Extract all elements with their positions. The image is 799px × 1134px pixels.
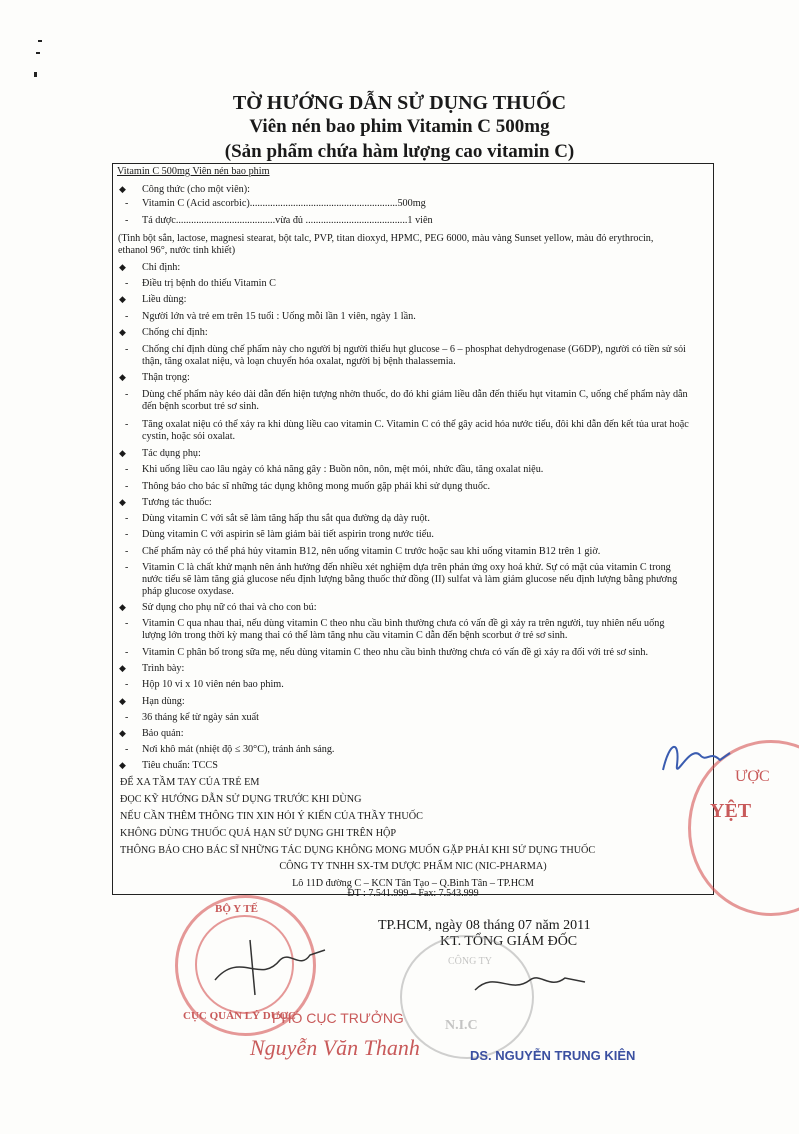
warning-line: NẾU CẦN THÊM THÔNG TIN XIN HỎI Ý KIẾN CỦA THẦY THUỐC [120, 811, 423, 822]
warning-line: ĐỂ XA TẦM TAY CỦA TRẺ EM [120, 777, 260, 788]
section-heading: Công thức (cho một viên): [142, 184, 250, 195]
dash-icon: - [125, 529, 129, 540]
dash-icon: - [125, 198, 129, 209]
deputy-title: PHÓ CỤC TRƯỞNG [272, 1010, 404, 1026]
bullet-icon: ◆ [119, 497, 126, 507]
bullet-icon: ◆ [119, 728, 126, 738]
dash-icon: - [125, 344, 129, 355]
box-label: Vitamin C 500mg Viên nén bao phim [117, 166, 270, 177]
interaction-line: Dùng vitamin C với aspirin sẽ làm giảm bài tiết aspirin trong nước tiểu. [142, 529, 434, 540]
section-heading: Liều dùng: [142, 294, 187, 305]
indication-line: Điều trị bệnh do thiếu Vitamin C [142, 278, 276, 289]
director-title: KT. TỔNG GIÁM ĐỐC [440, 934, 578, 949]
packaging-line: Hộp 10 vỉ x 10 viên nén bao phim. [142, 679, 284, 690]
stamp-text: YỆT [710, 800, 752, 822]
shelf-life-line: 36 tháng kể từ ngày sản xuất [142, 712, 259, 723]
caution-line: Tăng oxalat niệu có thể xảy ra khi dùng liều cao vitamin C. Vitamin C có thể gây acid hóa nước tiểu, đôi khi dẫn đến kết tủa urat hoặc [142, 419, 689, 430]
formula-line: Vitamin C (Acid ascorbic)..........................................................500mg [142, 198, 426, 209]
contra-line: thận, tăng oxalat niệu, và loạn chuyển hóa oxalat, người bị bệnh thalassemia. [142, 356, 456, 367]
dash-icon: - [125, 744, 129, 755]
product-subtitle: (Sản phẩm chứa hàm lượng cao vitamin C) [224, 141, 575, 162]
company-address: Lô 11D đường C – KCN Tân Tạo – Q.Bình Tân – TP.HCM [292, 878, 534, 889]
bullet-icon: ◆ [119, 448, 126, 458]
pregnancy-line: Vitamin C phân bố trong sữa mẹ, nếu dùng vitamin C theo nhu cầu bình thường chưa có vấn đề gì xảy ra đối với trẻ sơ sinh. [142, 647, 649, 658]
scan-mark [38, 40, 42, 42]
dash-icon: - [125, 419, 129, 430]
interaction-line: pháp glucose oxydase. [142, 586, 234, 597]
bullet-icon: ◆ [119, 184, 126, 194]
section-heading: Sử dụng cho phụ nữ có thai và cho con bú: [142, 602, 317, 613]
interaction-line: Dùng vitamin C với sắt sẽ làm tăng hấp thu sắt qua đường dạ dày ruột. [142, 513, 430, 524]
storage-line: Nơi khô mát (nhiệt độ ≤ 30°C), tránh ánh sáng. [142, 744, 335, 755]
dash-icon: - [125, 215, 129, 226]
pregnancy-line: lượng lớn trong thời kỳ mang thai có thể làm tăng nhu cầu vitamin C dẫn đến bệnh scorbut ở trẻ sơ sinh. [142, 630, 568, 641]
dash-icon: - [125, 278, 129, 289]
interaction-line: nước tiểu sẽ làm tăng giả glucose nếu định lượng bằng thuốc thử đồng (II) sulfat và làm giảm glucose nếu định lượng bằng phương [142, 574, 678, 585]
formula-note: ethanol 96°, nước tinh khiết) [118, 245, 236, 256]
scan-mark [36, 52, 40, 54]
stamp-text: N.I.C [445, 1018, 478, 1033]
bullet-icon: ◆ [119, 372, 126, 382]
bullet-icon: ◆ [119, 294, 126, 304]
document-title: TỜ HƯỚNG DẪN SỬ DỤNG THUỐC [232, 92, 567, 114]
bullet-icon: ◆ [119, 696, 126, 706]
dash-icon: - [125, 311, 129, 322]
interaction-line: Chế phẩm này có thể phá hủy vitamin B12, nên uống vitamin C trước hoặc sau khi uống vitamin B12 trên 1 giờ. [142, 546, 601, 557]
interaction-line: Vitamin C là chất khử mạnh nên ảnh hưởng đến nhiều xét nghiệm dựa trên phản ứng oxy hoá khử. Sự có mặt của vitamin C trong [142, 562, 671, 573]
dash-icon: - [125, 389, 129, 400]
company-name: CÔNG TY TNHH SX-TM DƯỢC PHẨM NIC (NIC-PHARMA) [279, 861, 547, 872]
scan-mark [34, 72, 37, 77]
standard-line: Tiêu chuẩn: TCCS [142, 760, 218, 771]
warning-line: ĐỌC KỸ HƯỚNG DẪN SỬ DỤNG TRƯỚC KHI DÙNG [120, 794, 362, 805]
stamp-text: BỘ Y TẾ [215, 903, 258, 915]
issue-date: TP.HCM, ngày 08 tháng 07 năm 2011 [378, 918, 591, 933]
section-heading: Hạn dùng: [142, 696, 185, 707]
bullet-icon: ◆ [119, 663, 126, 673]
contra-line: Chống chỉ định dùng chế phẩm này cho người bị người thiếu hụt glucose – 6 – phosphat dehydrogenase (G6DP), người có tiền sử sỏi [142, 344, 686, 355]
signer-left-name: Nguyễn Văn Thanh [250, 1035, 420, 1060]
dash-icon: - [125, 513, 129, 524]
signature-right-icon [470, 960, 590, 1010]
caution-line: đến bệnh scorbut trẻ sơ sinh. [142, 401, 259, 412]
bullet-icon: ◆ [119, 262, 126, 272]
warning-line: THÔNG BÁO CHO BÁC SĨ NHỮNG TÁC DỤNG KHÔNG MONG MUỐN GẶP PHẢI KHI SỬ DỤNG THUỐC [120, 845, 596, 856]
company-phone: ĐT : 7.541.999 – Fax: 7.543.999 [347, 888, 479, 899]
dash-icon: - [125, 618, 129, 629]
dosage-line: Người lớn và trẻ em trên 15 tuổi : Uống mỗi lần 1 viên, ngày 1 lần. [142, 311, 416, 322]
section-heading: Thận trọng: [142, 372, 190, 383]
stamp-text: CÔNG TY [448, 956, 492, 967]
formula-note: (Tinh bột sắn, lactose, magnesi stearat, bột talc, PVP, titan dioxyd, HPMC, PEG 6000, màu vàng Sunset yellow, màu đỏ erythrocin, [118, 233, 654, 244]
blue-signature-icon [655, 735, 735, 785]
side-effect-line: Khi uống liều cao lâu ngày có khả năng gây : Buồn nôn, nôn, mệt mỏi, nhức đầu, tăng oxalat niệu. [142, 464, 544, 475]
section-heading: Tương tác thuốc: [142, 497, 212, 508]
section-heading: Trình bày: [142, 663, 185, 674]
stamp-text: CỤC QUẢN LÝ DƯỢC [183, 1010, 296, 1022]
section-heading: Bảo quản: [142, 728, 184, 739]
dash-icon: - [125, 679, 129, 690]
section-heading: Chỉ định: [142, 262, 181, 273]
side-effect-line: Thông báo cho bác sĩ những tác dụng không mong muốn gặp phải khi sử dụng thuốc. [142, 481, 491, 492]
signature-left-icon [210, 930, 330, 1000]
dash-icon: - [125, 464, 129, 475]
bullet-icon: ◆ [119, 602, 126, 612]
dash-icon: - [125, 546, 129, 557]
dash-icon: - [125, 712, 129, 723]
caution-line: Dùng chế phẩm này kéo dài dẫn đến hiện tượng nhờn thuốc, do đó khi giảm liều dẫn đến thiếu hụt vitamin C, uống chế phẩm này dẫn [142, 389, 688, 400]
product-name: Viên nén bao phim Vitamin C 500mg [249, 116, 550, 137]
warning-line: KHÔNG DÙNG THUỐC QUÁ HẠN SỬ DỤNG GHI TRÊN HỘP [120, 828, 397, 839]
signer-right-name: DS. NGUYỄN TRUNG KIÊN [470, 1048, 636, 1063]
caution-line: cystin, hoặc sỏi oxalat. [142, 431, 236, 442]
bullet-icon: ◆ [119, 760, 126, 770]
section-heading: Tác dụng phụ: [142, 448, 201, 459]
section-heading: Chống chỉ định: [142, 327, 208, 338]
dash-icon: - [125, 647, 129, 658]
pregnancy-line: Vitamin C qua nhau thai, nếu dùng vitamin C theo nhu cầu bình thường chưa có vấn đề gì xảy ra trên người, tuy nhiên nếu uống [142, 618, 665, 629]
formula-line: Tá dược.......................................vừa đủ ........................................1 viên [142, 215, 433, 226]
bullet-icon: ◆ [119, 327, 126, 337]
dash-icon: - [125, 481, 129, 492]
stamp-text: ƯỢC [735, 768, 770, 785]
dash-icon: - [125, 562, 129, 573]
